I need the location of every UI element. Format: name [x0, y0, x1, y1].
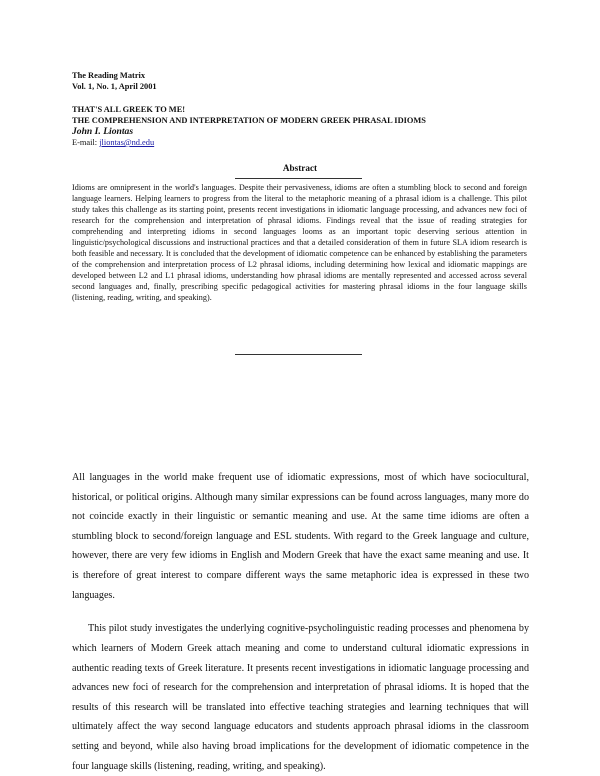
email-link[interactable]: jliontas@nd.edu	[99, 138, 155, 147]
abstract-heading: Abstract	[282, 163, 318, 173]
abstract-bottom-divider	[235, 354, 362, 355]
journal-issue: Vol. 1, No. 1, April 2001	[72, 82, 157, 91]
abstract-text: Idioms are omnipresent in the world's languages. Despite their pervasiveness, idioms are often a stumbling block to second and foreign language learners. Helping learners to progress from the literal to the metaphoric meaning of a phrasal idiom is a challenge. This pilot study takes this challenge as its starting point, presents recent investigations in idiomatic language processing, and advances new foci of research for the comprehension and interpretation of phrasal idioms. Findings reveal that the issue of reading strategies for comprehending and interpreting idioms in second languages looms as an important topic deserving serious attention in linguistic/psychological discussions and instructional practices and that a detailed consideration of them in future SLA idiom research is both feasible and necessary. It is concluded that the development of idiomatic competence can be enhanced by establishing the parameters of the comprehension and interpretation process of L2 phrasal idioms, including determining how lexical and idiomatic mappings are developed between L2 and L1 phrasal idioms, understanding how phrasal idioms are mentally represented and accessed across several second languages and, finally, prescribing specific pedagogical activities for mastering phrasal idioms in the four language skills (listening, reading, writing, and speaking).	[72, 183, 527, 302]
body-paragraph-2: This pilot study investigates the underlying cognitive-psycholinguistic reading processes and phenomena by which learners of Modern Greek attach meaning and come to understand cultural idiomatic expressions in authentic reading texts of Greek literature. It presents recent investigations in idiomatic language processing and advances new foci of research for the comprehension and interpretation of phrasal idioms. It is hoped that the results of this research will be translated into effective teaching strategies and learning techniques that will ultimately affect the way second language educators and students approach phrasal idioms in the classroom setting and beyond, while also having broad implications for the development of idiomatic competence in the four language skills (listening, reading, writing, and speaking).	[72, 623, 529, 772]
journal-header	[72, 70, 157, 92]
title-block	[72, 104, 532, 148]
article-title-line-2: THE COMPREHENSION AND INTERPRETATION OF MODERN GREEK PHRASAL IDIOMS	[72, 116, 426, 125]
journal-name: The Reading Matrix	[72, 71, 146, 80]
email-label: E-mail:	[72, 138, 98, 147]
author-name: John I. Liontas	[72, 126, 134, 137]
article-title-line-1: THAT'S ALL GREEK TO ME!	[72, 105, 186, 114]
body-paragraph-1: All languages in the world make frequent use of idiomatic expressions, most of which have sociocultural, historical, or political origins. Although many similar expressions can be found across languages, many more do not coincide exactly in their linguistic or semantic meaning and use. At the same time idioms are often a stumbling block to second/foreign language and ESL students. With regard to the Greek language and culture, however, there are very few idioms in English and Modern Greek that have the exact same meaning and use. It is therefore of great interest to compare different ways the same metaphoric idea is expressed in these two languages.	[72, 472, 529, 601]
abstract-top-divider	[235, 178, 362, 179]
author-email	[72, 137, 532, 148]
